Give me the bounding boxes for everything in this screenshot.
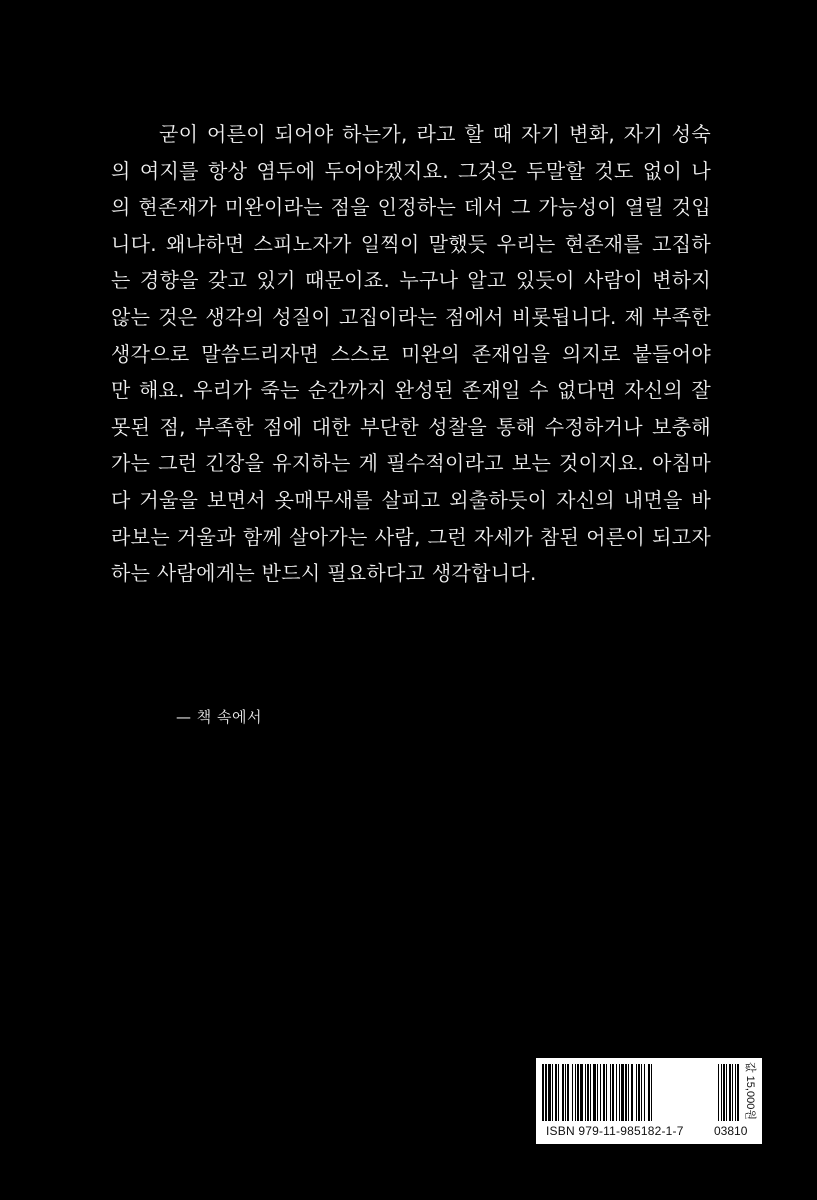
barcode-bar [565,1064,566,1121]
price-text: 값 15,000원 [744,1062,756,1120]
barcode-bar [548,1064,551,1121]
excerpt-line: 생각으로 말씀드리자면 스스로 미완의 존재임을 의지로 붙들어야 [111,341,711,366]
barcode-bar [600,1064,601,1121]
excerpt-line: 않는 것은 생각의 성질이 고집이라는 점에서 비롯됩니다. 제 부족한 [111,304,711,329]
isbn-barcode [536,1058,762,1144]
excerpt-line: 만 해요. 우리가 죽는 순간까지 완성된 존재일 수 없다면 자신의 잘 [111,378,711,403]
barcode-bar [567,1064,569,1121]
barcode-addon-bar [721,1064,722,1121]
barcode-addon-bar [735,1064,736,1121]
barcode-bar [542,1064,544,1121]
barcode-bar [628,1064,629,1121]
excerpt-line: 못된 점, 부족한 점에 대한 부단한 성찰을 통해 수정하거나 보충해 [111,414,711,439]
barcode-addon-bar [732,1064,733,1121]
excerpt-line: 는 경향을 갖고 있기 때문이죠. 누구나 알고 있듯이 사람이 변하지 [111,268,711,293]
barcode-addon-bar [729,1064,731,1121]
excerpt-text [111,116,711,592]
barcode-bar [555,1064,557,1121]
barcode-bar [621,1064,624,1121]
barcode-addon-bar [723,1064,725,1121]
barcode-bar [644,1064,645,1121]
barcode-bar [552,1064,553,1121]
isbn-number: ISBN 979-11-985182-1-7 [546,1124,684,1138]
barcode-bar [625,1064,627,1121]
barcode-bar [636,1064,637,1121]
excerpt-source: — 책 속에서 [176,708,262,726]
barcode-bar [603,1064,605,1121]
barcode-bar [580,1064,583,1121]
barcode-bar [631,1064,633,1121]
excerpt-line: 가는 그런 긴장을 유지하는 게 필수적이라고 보는 것이지요. 아침마 [111,451,711,476]
barcode-bar [610,1064,611,1121]
barcode-bar [587,1064,589,1121]
barcode-bars [542,1064,748,1121]
barcode-bar [572,1064,573,1121]
barcode-bar [616,1064,617,1121]
barcode-bar [641,1064,642,1121]
barcode-addon-bar [726,1064,727,1121]
barcode-bar [648,1064,650,1121]
barcode-bar [558,1064,559,1121]
barcode-bar [593,1064,596,1121]
price-label [744,1062,765,1142]
barcode-bar [612,1064,614,1121]
barcode-bar [597,1064,598,1121]
excerpt-line: 의 여지를 항상 염두에 두어야겠지요. 그것은 두말할 것도 없이 나 [111,158,711,183]
barcode-bar [545,1064,547,1121]
barcode-bar [590,1064,591,1121]
barcode-bar [651,1064,652,1121]
excerpt-line: 하는 사람에게는 반드시 필요하다고 생각합니다. [111,561,537,586]
excerpt-line: 의 현존재가 미완이라는 점을 인정하는 데서 그 가능성이 열릴 것입 [111,195,711,220]
barcode-addon-bar [718,1064,719,1121]
excerpt-line: 굳이 어른이 되어야 하는가, 라고 할 때 자기 변화, 자기 성숙 [159,122,711,146]
excerpt-line: 라보는 거울과 함께 살아가는 사람, 그런 자세가 참된 어른이 되고자 [111,524,711,549]
barcode-bar [577,1064,579,1121]
excerpt-line: 다 거울을 보면서 옷매무새를 살피고 외출하듯이 자신의 내면을 바 [111,487,711,512]
barcode-bar [619,1064,620,1121]
barcode-bar [638,1064,640,1121]
isbn-addon-code: 03810 [714,1124,748,1138]
barcode-bar [585,1064,586,1121]
barcode-bar [606,1064,607,1121]
barcode-bar [575,1064,576,1121]
barcode-bar [562,1064,564,1121]
barcode-addon-bar [737,1064,739,1121]
excerpt-line: 니다. 왜냐하면 스피노자가 일찍이 말했듯 우리는 현존재를 고집하 [111,231,711,256]
